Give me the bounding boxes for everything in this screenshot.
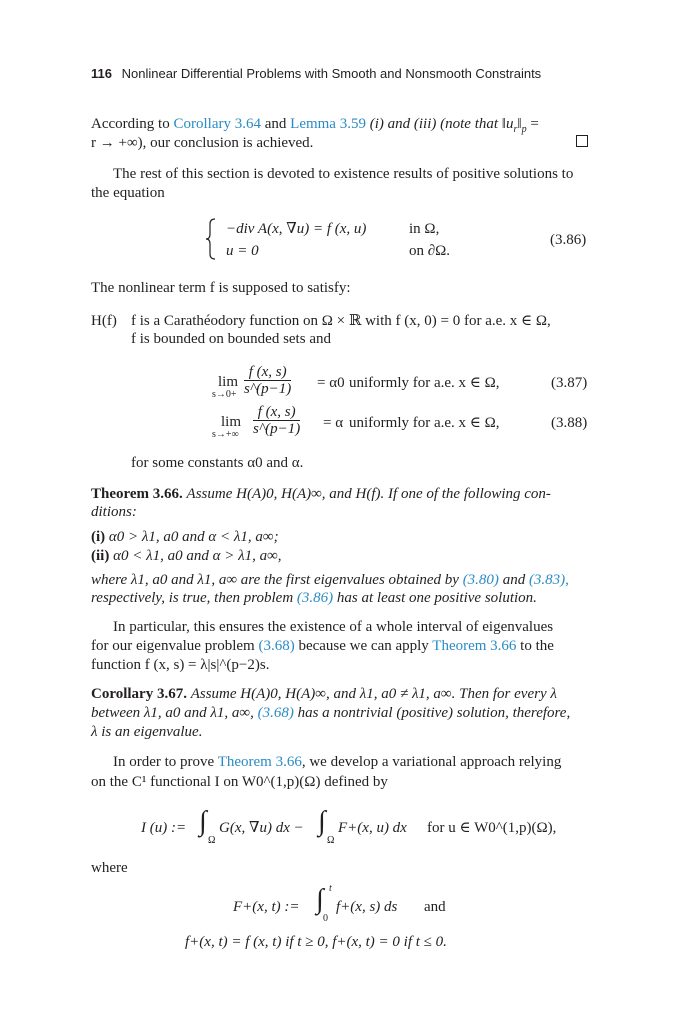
corollary-3-67-line-2: between λ1, a0 and λ1, a∞, (3.68) has a nontrivial (positive) solution, therefore,	[91, 705, 571, 721]
eq-I-integrand-1: G(x, ∇u) dx −	[219, 820, 304, 836]
theorem-3-66-line-3: where λ1, a0 and λ1, a∞ are the first eigenvalues obtained by (3.80) and (3.83),	[91, 572, 569, 588]
link-theorem-3-66[interactable]: Theorem 3.66	[432, 638, 517, 654]
theorem-3-66-line-1: Theorem 3.66. Assume H(A)0, H(A)∞, and H(f). If one of the following con-	[91, 486, 551, 502]
paragraph-1-line-2: r → +∞), our conclusion is achieved.	[91, 135, 314, 151]
eq-F-and: and	[424, 899, 446, 915]
page-number: 116	[91, 66, 112, 81]
eq-3-87-lim: lim	[218, 374, 239, 390]
hypothesis-label: H(f)	[91, 313, 117, 329]
eq-3-87-condition: uniformly for a.e. x ∈ Ω,	[349, 375, 500, 391]
integral-sign-icon: ∫	[199, 806, 207, 837]
eq-3-88-lim: lim	[221, 414, 242, 430]
eq-3-88-lim-sub: s→+∞	[212, 429, 239, 440]
link-lemma-3-59[interactable]: Lemma 3.59	[290, 116, 366, 132]
eq-3-88-label: (3.88)	[551, 415, 588, 431]
hypothesis-line-2: f is bounded on bounded sets and	[131, 331, 331, 347]
eq-3-87-rhs: = α0	[317, 375, 345, 391]
eq-3-87-label: (3.87)	[551, 375, 588, 391]
paragraph-4: for some constants α0 and α.	[131, 455, 304, 471]
eq-I-integrand-2: F+(x, u) dx	[338, 820, 407, 836]
integral-sign-icon: ∫	[316, 884, 324, 915]
hypothesis-line-1: f is a Carathéodory function on Ω × ℝ with f (x, 0) = 0 for a.e. x ∈ Ω,	[131, 313, 551, 329]
eq-3-87-fraction: $\frac{f (x, s)}{s\^{}(p-1)}$	[244, 364, 292, 397]
left-brace-icon	[206, 218, 216, 260]
paragraph-6-line-1: In order to prove Theorem 3.66, we develop a variational approach relying	[113, 754, 562, 770]
paragraph-5-line-2: for our eigenvalue problem (3.68) because we can apply Theorem 3.66 to the	[91, 638, 554, 654]
running-header	[91, 66, 541, 81]
eq-3-86-label: (3.86)	[550, 232, 587, 248]
paragraph-1-line-1: According to Corollary 3.64 and Lemma 3.59 (i) and (iii) (note that $‖u_r‖_p$ =	[91, 116, 539, 135]
link-corollary-3-64[interactable]: Corollary 3.64	[173, 116, 261, 132]
eq-3-86-row-2-domain: on ∂Ω.	[409, 243, 451, 259]
link-eq-3-68-b[interactable]: (3.68)	[257, 705, 294, 721]
integral-sign-icon: ∫	[318, 806, 326, 837]
eq-I-domain-1: Ω	[208, 835, 216, 846]
eq-3-86-row-1-domain: in Ω,	[409, 221, 440, 237]
eq-F-lower-limit: 0	[323, 913, 328, 924]
running-title: Nonlinear Differential Problems with Smooth and Nonsmooth Constraints	[121, 66, 542, 81]
link-theorem-3-66-b[interactable]: Theorem 3.66	[217, 754, 302, 770]
theorem-item-1: (i) α0 > λ1, a0 and α < λ1, a∞;	[91, 529, 279, 545]
corollary-title: Corollary 3.67.	[91, 686, 187, 702]
eq-I-domain-2: Ω	[327, 835, 335, 846]
link-eq-3-80[interactable]: (3.80)	[462, 572, 499, 588]
eq-3-88-rhs: = α	[323, 415, 344, 431]
eq-3-88-condition: uniformly for a.e. x ∈ Ω,	[349, 415, 500, 431]
theorem-title: Theorem 3.66.	[91, 486, 183, 502]
link-eq-3-86[interactable]: (3.86)	[296, 590, 334, 606]
paragraph-5-line-3: function f (x, s) = λ|s|^(p−2)s.	[91, 657, 270, 673]
corollary-3-67-line-3: λ is an eigenvalue.	[91, 724, 203, 740]
eq-F-line-2: f+(x, t) = f (x, t) if t ≥ 0, f+(x, t) = 0 if t ≤ 0.	[185, 934, 447, 950]
eq-F-integrand: f+(x, s) ds	[336, 899, 398, 915]
paragraph-2-line-1: The rest of this section is devoted to existence results of positive solutions to	[113, 166, 574, 182]
paragraph-5-line-1: In particular, this ensures the existence of a whole interval of eigenvalues	[113, 619, 554, 635]
link-eq-3-68[interactable]: (3.68)	[258, 638, 295, 654]
paragraph-6-line-2: on the C¹ functional I on W0^(1,p)(Ω) defined by	[91, 774, 388, 790]
paragraph-3: The nonlinear term f is supposed to satisfy:	[91, 280, 351, 296]
qed-box-icon	[576, 135, 588, 147]
paragraph-2-line-2: the equation	[91, 185, 165, 201]
corollary-3-67-line-1: Corollary 3.67. Assume H(A)0, H(A)∞, and λ1, a0 ≠ λ1, a∞. Then for every λ	[91, 686, 557, 702]
eq-3-87-lim-sub: s→0+	[212, 389, 237, 400]
eq-F-upper-limit: t	[329, 883, 332, 894]
theorem-3-66-line-2: ditions:	[91, 504, 137, 520]
eq-F-lhs: F+(x, t) :=	[233, 899, 300, 915]
link-eq-3-83[interactable]: (3.83),	[528, 572, 569, 588]
eq-3-86-row-1: −div A(x, ∇u) = f (x, u)	[226, 221, 367, 237]
eq-I-lhs: I (u) :=	[141, 820, 187, 836]
where-word: where	[91, 860, 128, 876]
theorem-item-2: (ii) α0 < λ1, a0 and α > λ1, a∞,	[91, 548, 282, 564]
theorem-3-66-line-4: respectively, is true, then problem (3.86) has at least one positive solution.	[91, 590, 537, 606]
eq-I-condition: for u ∈ W0^(1,p)(Ω),	[427, 820, 557, 836]
eq-3-88-fraction: $\frac{f (x, s)}{s\^{}(p-1)}$	[253, 404, 301, 437]
eq-3-86-row-2: u = 0	[226, 243, 259, 259]
